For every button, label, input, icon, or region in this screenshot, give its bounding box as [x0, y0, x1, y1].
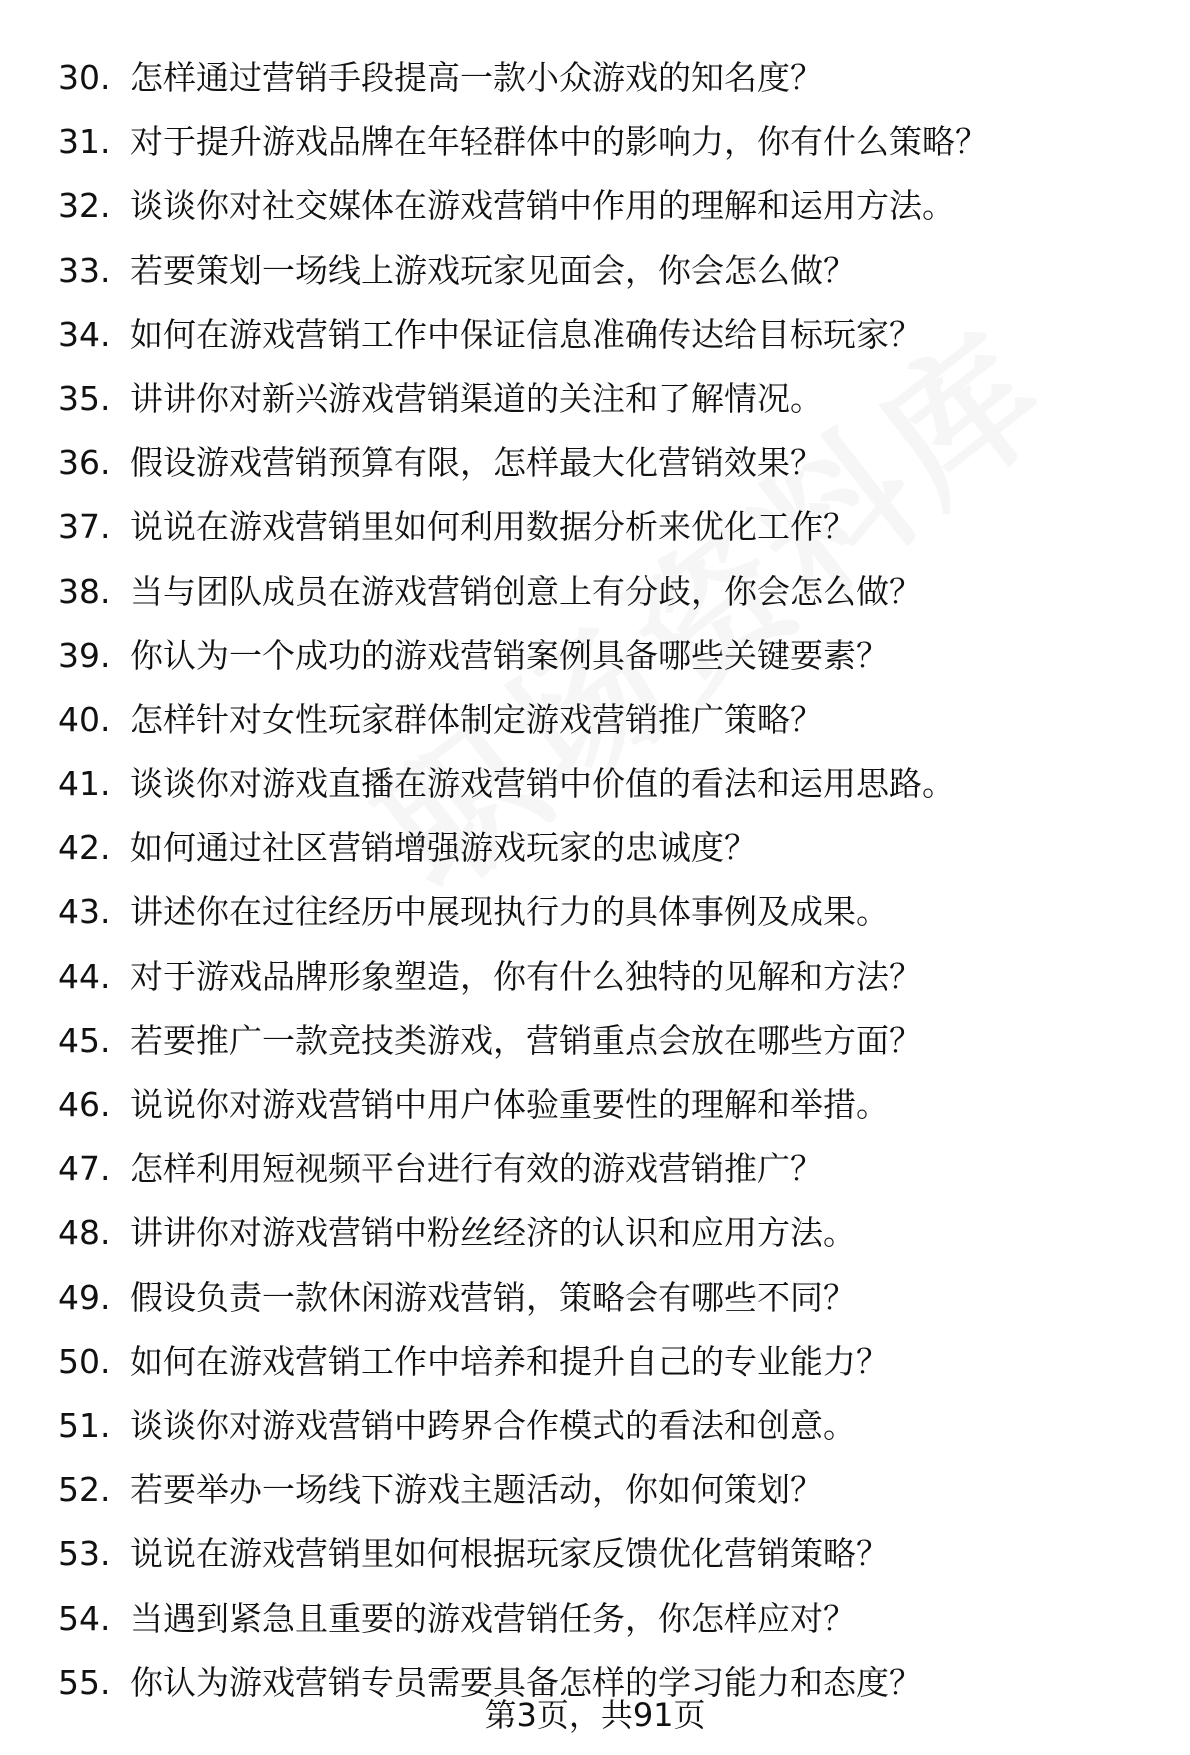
question-item	[0, 174, 1190, 238]
question-number: 30.	[58, 58, 111, 97]
question-text: 说说在游戏营销里如何根据玩家反馈优化营销策略？	[130, 1534, 889, 1574]
question-text: 当遇到紧急且重要的游戏营销任务，你怎样应对？	[130, 1598, 856, 1638]
question-item	[0, 1201, 1190, 1265]
question-item	[0, 495, 1190, 559]
page-footer: 第3页，共91页	[484, 1696, 706, 1734]
question-item	[0, 1394, 1190, 1458]
question-text: 讲讲你对新兴游戏营销渠道的关注和了解情况。	[130, 378, 823, 418]
question-text: 说说你对游戏营销中用户体验重要性的理解和举措。	[130, 1085, 889, 1124]
question-number: 45.	[58, 1020, 111, 1060]
question-item	[0, 1266, 1190, 1330]
question-text: 若要举办一场线下游戏主题活动，你如何策划？	[130, 1470, 823, 1510]
question-number: 44.	[58, 956, 111, 996]
question-text: 你认为一个成功的游戏营销案例具备哪些关键要素？	[130, 635, 889, 675]
question-item	[0, 1330, 1190, 1394]
question-text: 当与团队成员在游戏营销创意上有分歧，你会怎么做？	[130, 571, 922, 611]
question-text: 讲述你在过往经历中展现执行力的具体事例及成果。	[130, 892, 889, 932]
question-item	[0, 880, 1190, 944]
question-number: 54.	[58, 1598, 111, 1638]
question-number: 40.	[58, 699, 111, 739]
question-number: 34.	[58, 314, 111, 354]
question-item	[0, 1458, 1190, 1522]
question-text: 谈谈你对游戏营销中跨界合作模式的看法和创意。	[130, 1405, 856, 1445]
question-item	[0, 1073, 1190, 1137]
question-number: 50.	[58, 1341, 111, 1381]
question-number: 37.	[58, 507, 111, 547]
question-text: 谈谈你对社交媒体在游戏营销中作用的理解和运用方法。	[130, 186, 955, 226]
question-item	[0, 624, 1190, 688]
question-item	[0, 303, 1190, 367]
question-number: 53.	[58, 1534, 111, 1574]
question-text: 怎样通过营销手段提高一款小众游戏的知名度？	[130, 58, 823, 97]
question-item	[0, 110, 1190, 174]
question-item	[0, 945, 1190, 1009]
question-number: 36.	[58, 443, 111, 483]
question-item	[0, 1522, 1190, 1586]
question-item	[0, 1587, 1190, 1651]
question-item	[0, 367, 1190, 431]
question-number: 42.	[58, 828, 111, 868]
question-item	[0, 752, 1190, 816]
question-text: 怎样利用短视频平台进行有效的游戏营销推广？	[130, 1149, 823, 1189]
question-text: 说说在游戏营销里如何利用数据分析来优化工作？	[130, 507, 856, 547]
question-number: 35.	[58, 378, 111, 418]
question-text: 你认为游戏营销专员需要具备怎样的学习能力和态度？	[130, 1662, 922, 1702]
question-item	[0, 239, 1190, 303]
question-text: 假设负责一款休闲游戏营销，策略会有哪些不同？	[130, 1277, 856, 1317]
question-item	[0, 688, 1190, 752]
question-number: 46.	[58, 1085, 111, 1124]
question-number: 51.	[58, 1405, 111, 1445]
question-text: 如何通过社区营销增强游戏玩家的忠诚度？	[130, 828, 757, 868]
question-text: 对于游戏品牌形象塑造，你有什么独特的见解和方法？	[130, 956, 922, 996]
question-text: 若要推广一款竞技类游戏，营销重点会放在哪些方面？	[130, 1020, 922, 1060]
question-item	[0, 1009, 1190, 1073]
question-text: 如何在游戏营销工作中培养和提升自己的专业能力？	[130, 1341, 889, 1381]
question-number: 49.	[58, 1277, 111, 1317]
question-number: 38.	[58, 571, 111, 611]
question-number: 33.	[58, 250, 111, 290]
question-text: 怎样针对女性玩家群体制定游戏营销推广策略？	[130, 699, 823, 739]
question-text: 谈谈你对游戏直播在游戏营销中价值的看法和运用思路。	[130, 764, 955, 804]
question-number: 47.	[58, 1149, 111, 1189]
question-number: 41.	[58, 764, 111, 804]
question-number: 52.	[58, 1470, 111, 1510]
question-text: 讲讲你对游戏营销中粉丝经济的认识和应用方法。	[130, 1213, 856, 1253]
question-text: 对于提升游戏品牌在年轻群体中的影响力，你有什么策略？	[130, 122, 988, 162]
question-text: 若要策划一场线上游戏玩家见面会，你会怎么做？	[130, 250, 856, 290]
question-item	[0, 560, 1190, 624]
question-text: 假设游戏营销预算有限，怎样最大化营销效果？	[130, 443, 823, 483]
question-item	[0, 431, 1190, 495]
question-number: 32.	[58, 186, 111, 226]
question-number: 31.	[58, 122, 111, 162]
question-number: 39.	[58, 635, 111, 675]
question-item	[0, 816, 1190, 880]
question-text: 如何在游戏营销工作中保证信息准确传达给目标玩家？	[130, 314, 922, 354]
question-list	[0, 46, 1190, 1715]
question-number: 48.	[58, 1213, 111, 1253]
question-item	[0, 1137, 1190, 1201]
question-number: 55.	[58, 1662, 111, 1702]
question-number: 43.	[58, 892, 111, 932]
question-item	[0, 46, 1190, 110]
